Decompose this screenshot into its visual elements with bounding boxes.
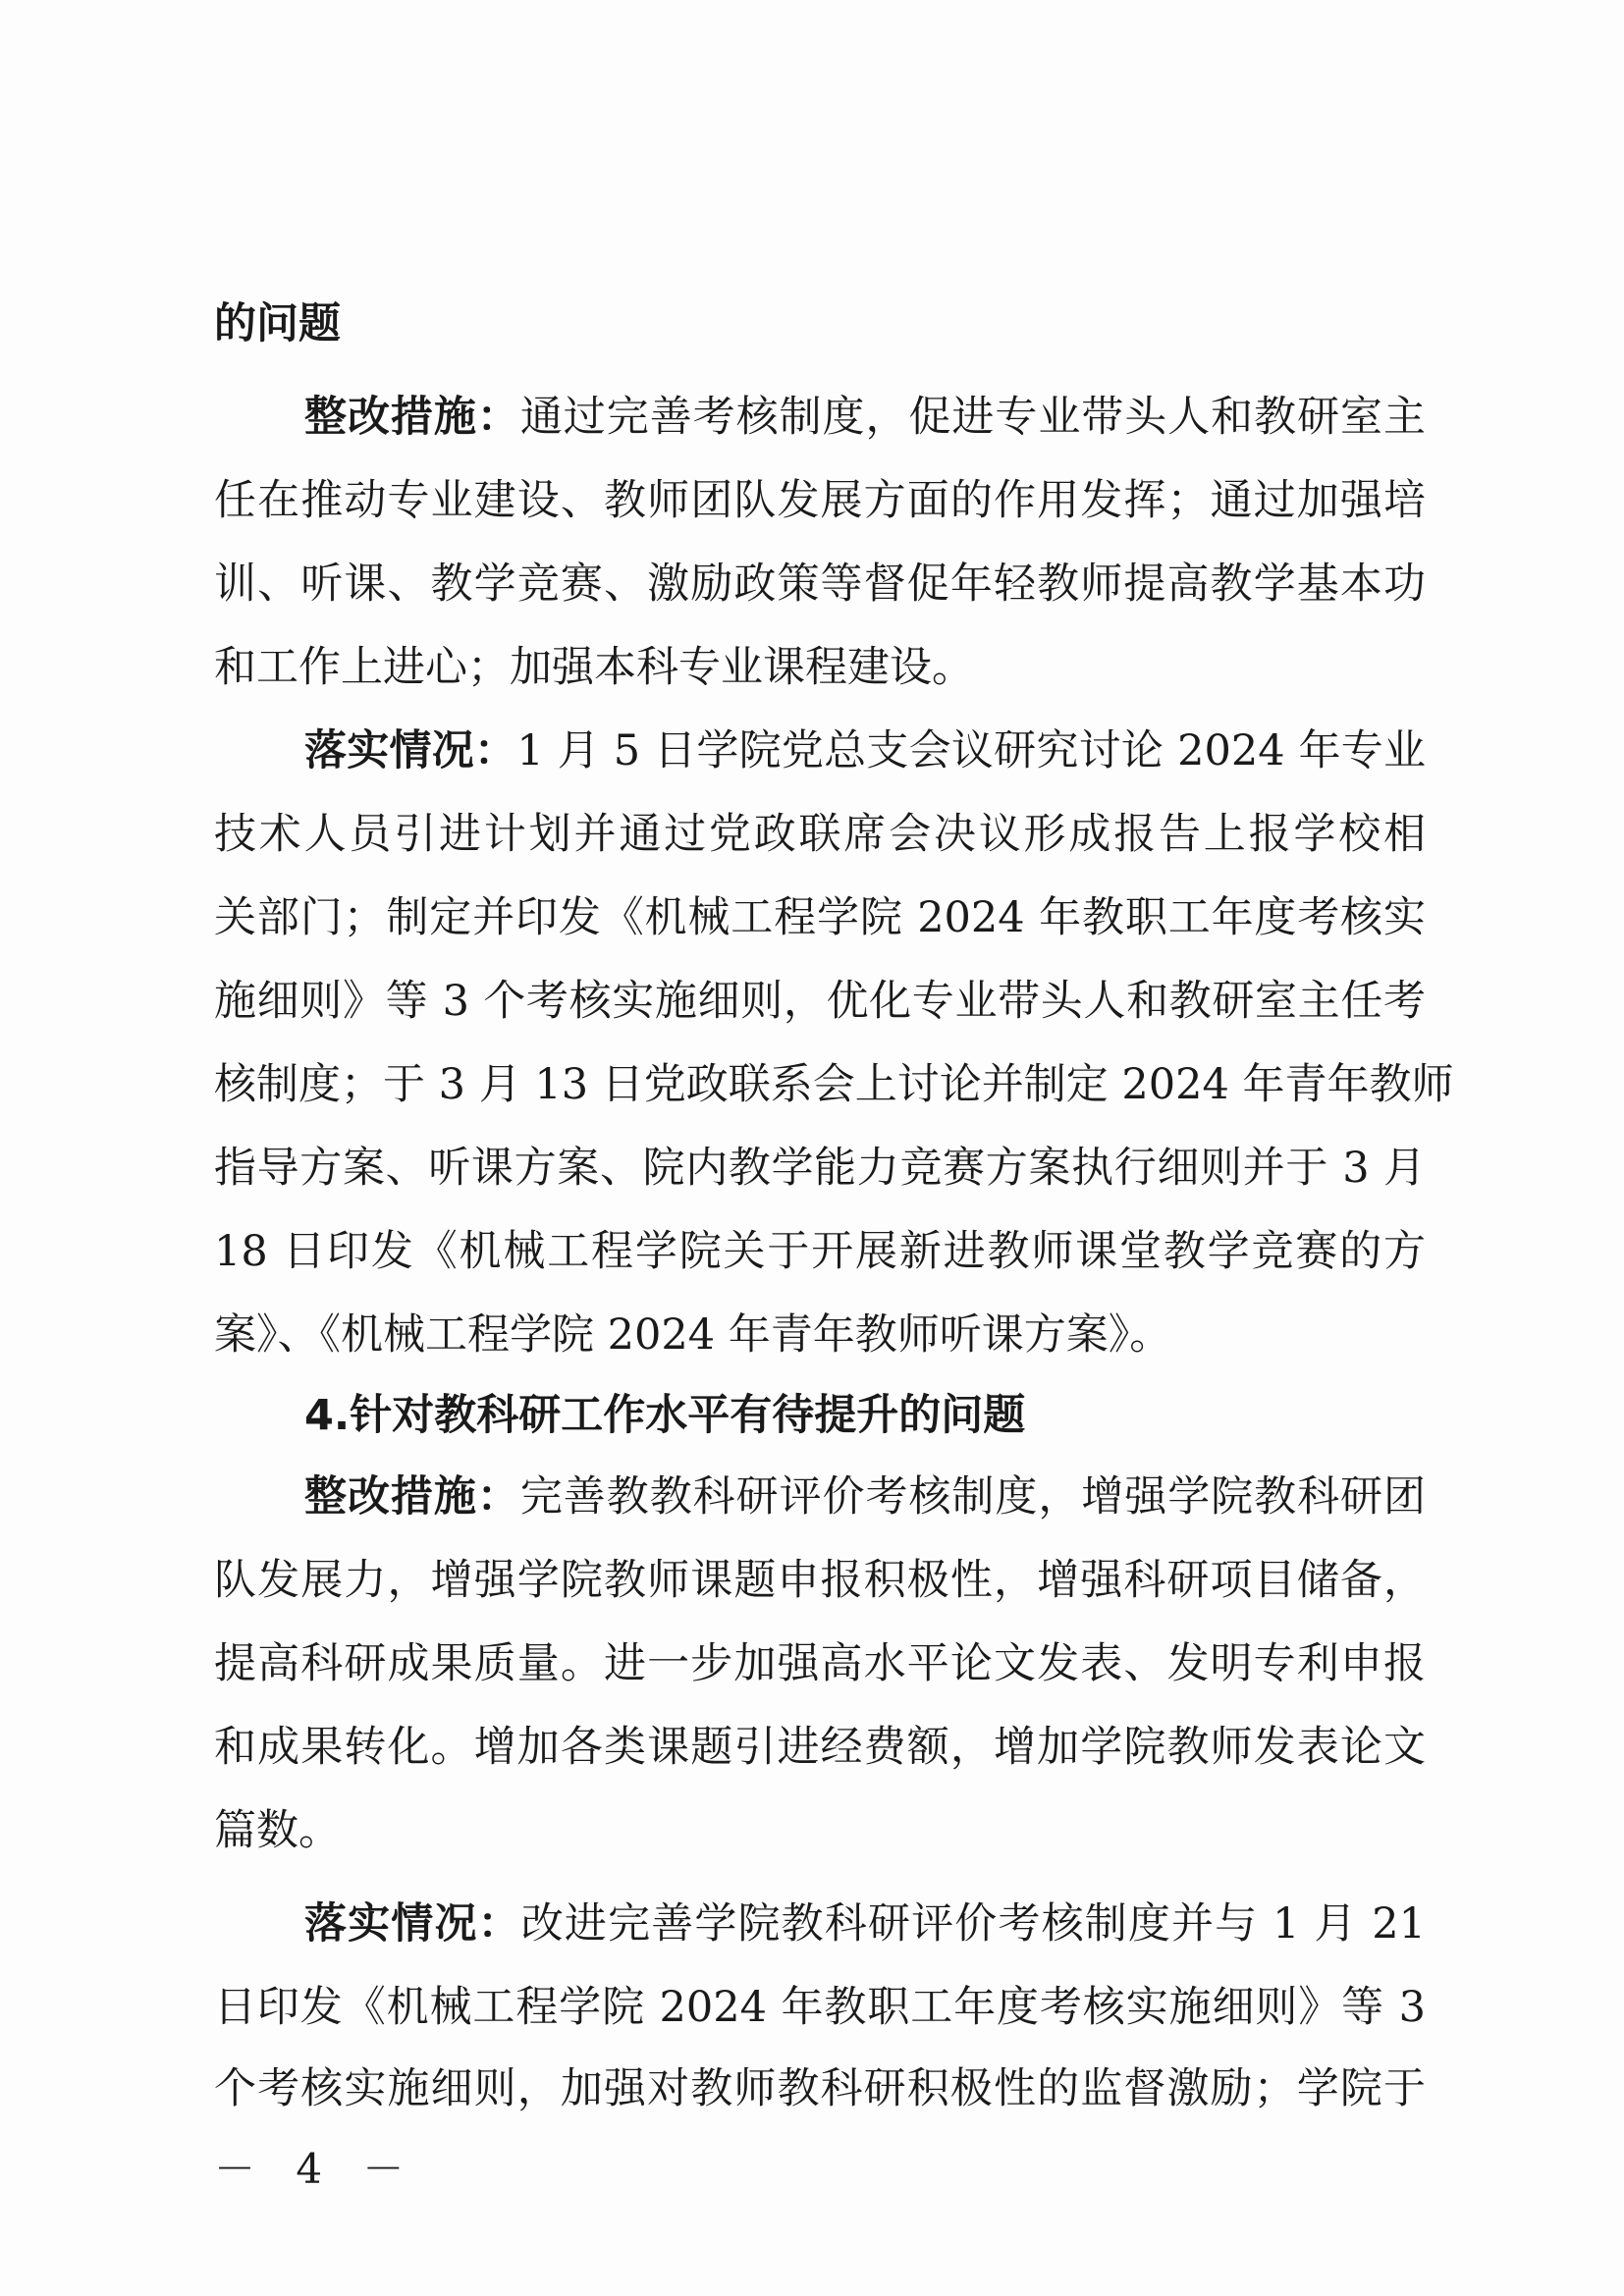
text-line-content: 案》、《机械工程学院 2024 年青年教师听课方案》。 <box>214 1310 1172 1360</box>
text-line <box>214 805 1426 864</box>
text-line <box>214 1306 1426 1364</box>
section-label: 整改措施： <box>304 393 520 442</box>
text-line <box>214 1551 1426 1610</box>
text-line <box>214 888 1426 947</box>
text-line-content: 队发展力，增强学院教师课题申报积极性，增强科研项目储备， <box>214 1556 1426 1605</box>
text-line <box>214 638 1426 697</box>
text-line-content: 个考核实施细则，加强对教师教科研积极性的监督激励；学院于 <box>214 2064 1426 2113</box>
section-label: 落实情况： <box>304 726 517 775</box>
text-line <box>304 1468 1426 1526</box>
text-line-content: 改进完善学院教科研评价考核制度并与 1 月 21 <box>520 1899 1426 1949</box>
text-line <box>214 1222 1426 1281</box>
text-line <box>214 1139 1426 1198</box>
text-line-content: 通过完善考核制度，促进专业带头人和教研室主 <box>519 393 1427 442</box>
text-line <box>214 1718 1426 1777</box>
text-line-content: 完善教教科研评价考核制度，增强学院教科研团 <box>519 1472 1427 1522</box>
text-line-content: 训、听课、教学竞赛、激励政策等督促年轻教师提高教学基本功 <box>214 560 1426 609</box>
text-line-content: 1 月 5 日学院党总支会议研究讨论 2024 年专业 <box>516 726 1427 775</box>
text-line-content: 提高科研成果质量。进一步加强高水平论文发表、发明专利申报 <box>214 1639 1426 1688</box>
text-line <box>214 294 1426 353</box>
text-line-content: 指导方案、听课方案、院内教学能力竞赛方案执行细则并于 3 月 <box>214 1144 1426 1193</box>
text-line-content: 篇数。 <box>214 1806 341 1855</box>
section-label: 整改措施： <box>304 1472 520 1522</box>
text-line <box>214 555 1426 614</box>
text-line-content: 技术人员引进计划并通过党政联席会决议形成报告上报学校相 <box>214 810 1426 859</box>
text-line <box>304 388 1426 447</box>
text-line <box>214 972 1426 1031</box>
text-line <box>214 1634 1426 1693</box>
text-line <box>214 1055 1454 1114</box>
text-line <box>214 1978 1426 2037</box>
text-line <box>214 1801 1426 1860</box>
text-line-content: 核制度；于 3 月 13 日党政联系会上讨论并制定 2024 年青年教师 <box>214 1060 1454 1109</box>
text-line <box>214 471 1426 530</box>
section-heading-text: 4.针对教科研工作水平有待提升的问题 <box>304 1391 1026 1440</box>
section-heading <box>304 1386 1426 1445</box>
text-line-content: 任在推动专业建设、教师团队发展方面的作用发挥；通过加强培 <box>214 476 1426 525</box>
text-line-content: 施细则》等 3 个考核实施细则，优化专业带头人和教研室主任考 <box>214 977 1426 1026</box>
text-line <box>304 721 1426 780</box>
text-line <box>304 1895 1426 1953</box>
text-line-content: 日印发《机械工程学院 2024 年教职工年度考核实施细则》等 3 <box>214 1983 1426 2032</box>
text-line <box>214 2059 1426 2118</box>
text-line-content: 和工作上进心；加强本科专业课程建设。 <box>214 643 974 692</box>
page-number: － 4 － <box>214 2145 418 2193</box>
text-line-content: 和成果转化。增加各类课题引进经费额，增加学院教师发表论文 <box>214 1723 1426 1772</box>
text-line-content: 的问题 <box>214 299 341 348</box>
section-label: 落实情况： <box>304 1899 521 1949</box>
text-line-content: 关部门；制定并印发《机械工程学院 2024 年教职工年度考核实 <box>214 893 1426 942</box>
text-line-content: 18 日印发《机械工程学院关于开展新进教师课堂教学竞赛的方 <box>214 1227 1426 1276</box>
